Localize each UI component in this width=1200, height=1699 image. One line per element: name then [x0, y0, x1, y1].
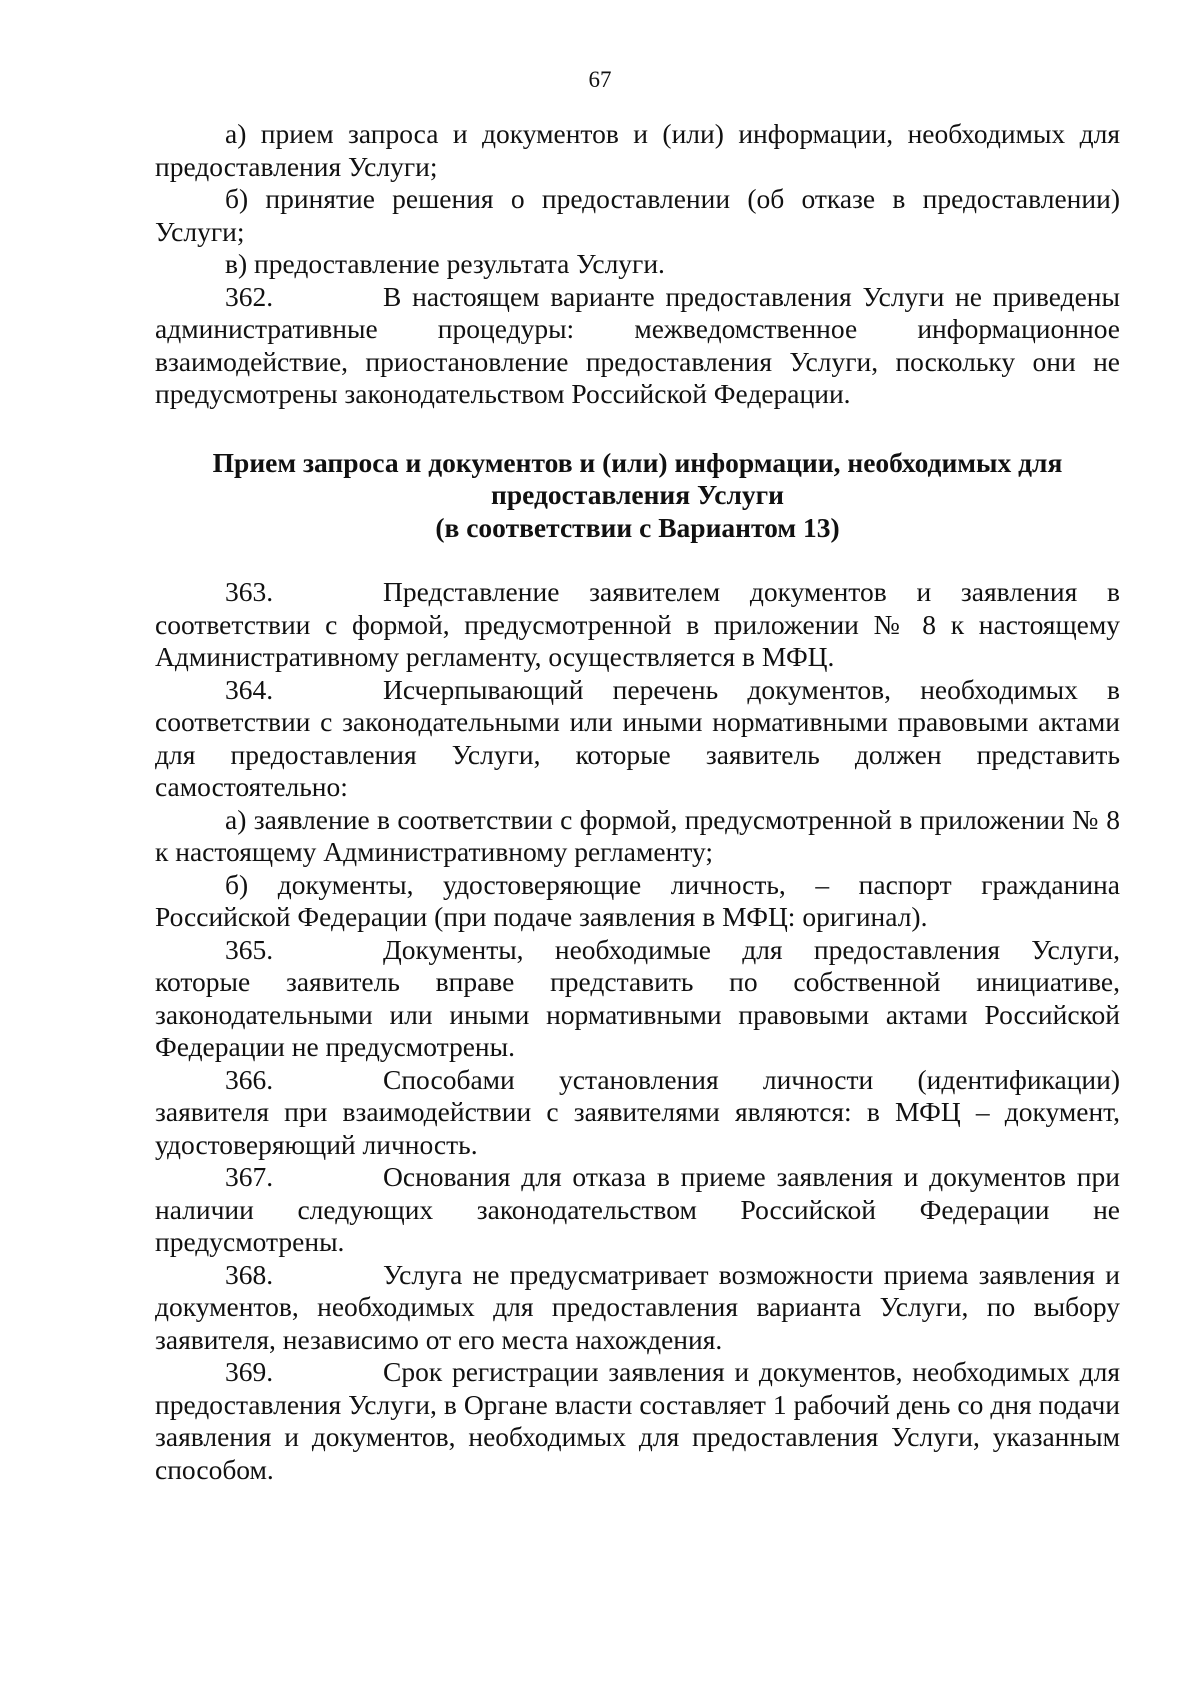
paragraph-365 [155, 934, 1120, 1064]
paragraph-number: 366. [225, 1063, 274, 1095]
paragraph-text: Основания для отказа в приеме заявления и документов при наличии следующих законодательством Российской Федерации не предусмотрены. [155, 1161, 1120, 1257]
paragraph-369 [155, 1356, 1120, 1486]
paragraph-text: Исчерпывающий перечень документов, необходимых в соответствии с законодательными или иными нормативными правовыми актами для предоставления Услуги, которые заявитель должен представить самостоятельно: [155, 673, 1120, 802]
heading-line-2: предоставления Услуги [491, 479, 784, 510]
paragraph-text: Способами установления личности (идентификации) заявителя при взаимодействии с заявителями являются: в МФЦ – документ, удостоверяющий личность. [155, 1063, 1120, 1160]
paragraph-number: 365. [225, 933, 274, 965]
paragraph-362 [155, 281, 1120, 411]
paragraph-number: 368. [225, 1258, 274, 1290]
document-body [155, 118, 1120, 1486]
paragraph-367 [155, 1161, 1120, 1259]
heading-line-1: Прием запроса и документов и (или) информации, необходимых для [212, 446, 1063, 478]
paragraph-text: В настоящем варианте предоставления Услуги не приведены административные процедуры: межведомственное информационное взаимодействие, приостановление предоставления Услуги, поскольку они не предусмотрены законодательством Российской Федерации. [155, 280, 1120, 409]
section-heading [155, 447, 1120, 545]
heading-line-3: (в соответствии с Вариантом 13) [435, 511, 840, 543]
page-number: 67 [588, 67, 612, 92]
paragraph-364-item-a: а) заявление в соответствии с формой, предусмотренной в приложении № 8 к настоящему Административному регламенту; [155, 803, 1120, 867]
paragraph-number: 364. [225, 673, 274, 705]
intro-item-a: а) прием запроса и документов и (или) информации, необходимых для предоставления Услуги; [155, 118, 1120, 182]
paragraph-364-item-b: б) документы, удостоверяющие личность, – паспорт гражданина Российской Федерации (при подаче заявления в МФЦ: оригинал). [155, 868, 1120, 932]
paragraph-text: Услуга не предусматривает возможности приема заявления и документов, необходимых для предоставления варианта Услуги, по выбору заявителя, независимо от его места нахождения. [155, 1258, 1120, 1355]
paragraph-number: 362. [225, 280, 274, 312]
paragraph-number: 369. [225, 1356, 274, 1387]
paragraph-text: Срок регистрации заявления и документов, необходимых для предоставления Услуги, в Органе власти составляет 1 рабочий день со дня подачи заявления и документов, необходимых для предоставления Услуги, указанным способом. [155, 1356, 1120, 1485]
paragraph-366 [155, 1064, 1120, 1162]
paragraph-text: Представление заявителем документов и заявления в соответствии с формой, предусмотренной в приложении № 8 к настоящему Административному регламенту, осуществляется в МФЦ. [155, 576, 1120, 672]
paragraph-368 [155, 1259, 1120, 1357]
paragraph-number: 363. [225, 576, 274, 607]
paragraph-364 [155, 674, 1120, 804]
paragraph-number: 367. [225, 1161, 274, 1192]
paragraph-text: Документы, необходимые для предоставления Услуги, которые заявитель вправе представить по собственной инициативе, законодательными или иными нормативными правовыми актами Российской Федерации не предусмотрены. [155, 933, 1120, 1062]
intro-item-c: в) предоставление результата Услуги. [225, 248, 665, 279]
intro-item-b: б) принятие решения о предоставлении (об отказе в предоставлении) Услуги; [155, 183, 1120, 247]
paragraph-363 [155, 576, 1120, 674]
